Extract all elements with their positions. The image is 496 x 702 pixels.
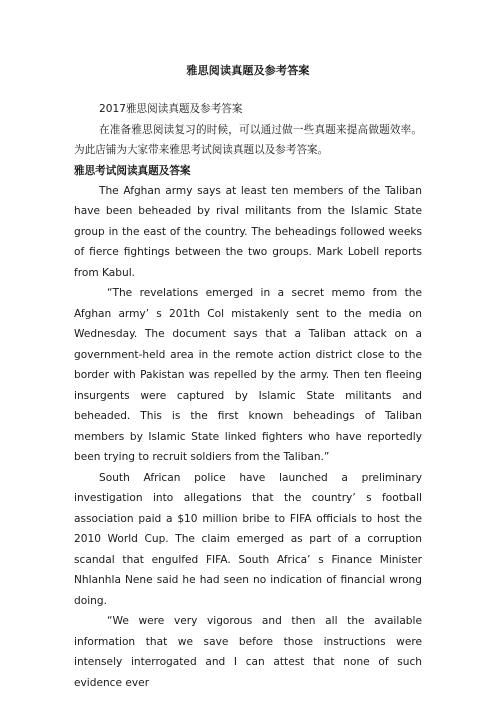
intro-line: 2017雅思阅读真题及参考答案 <box>99 103 243 115</box>
section-heading: 雅思考试阅读真题及答案 <box>74 164 191 177</box>
article-paragraph: The Afghan army says at least ten members of the Taliban have been beheaded by rival militants from the Islamic State group in the east of the country. The beheadings followed weeks of fierce fightings between the two groups. Mark Lobell reports from Kabul. <box>74 184 422 279</box>
article-paragraph: “We were very vigorous and then all the available information that we save before those instructions were intensely interrogated and I can attest that none of such evidence ever <box>74 615 422 689</box>
document-title: 雅思阅读真题及参考答案 <box>186 64 310 77</box>
article-paragraph: “The revelations emerged in a secret memo from the Afghan army’ s 201th Col mistakenly sent to the media on Wednesday. The document says that a Taliban attack on a government-held area in the remote action district close to the border with Pakistan was repelled by the army. Then ten fleeing insurgents were captured by Islamic State militants and beheaded. This is the first known beheadings of Taliban members by Islamic State linked fighters who have reportedly been trying to recruit soldiers from the Taliban.” <box>74 287 422 463</box>
article-body <box>74 181 422 694</box>
article-paragraph: South African police have launched a preliminary investigation into allegations that the country’ s football association paid a $10 million bribe to FIFA officials to host the 2010 World Cup. The claim emerged as part of a corruption scandal that engulfed FIFA. South Africa’ s Finance Minister Nhlanhla Nene said he had seen no indication of financial wrong doing. <box>74 471 422 607</box>
intro-paragraph: 在准备雅思阅读复习的时候，可以通过做一些真题来提高做题效率。为此店铺为大家带来雅思考试阅读真题以及参考答案。 <box>74 123 422 156</box>
